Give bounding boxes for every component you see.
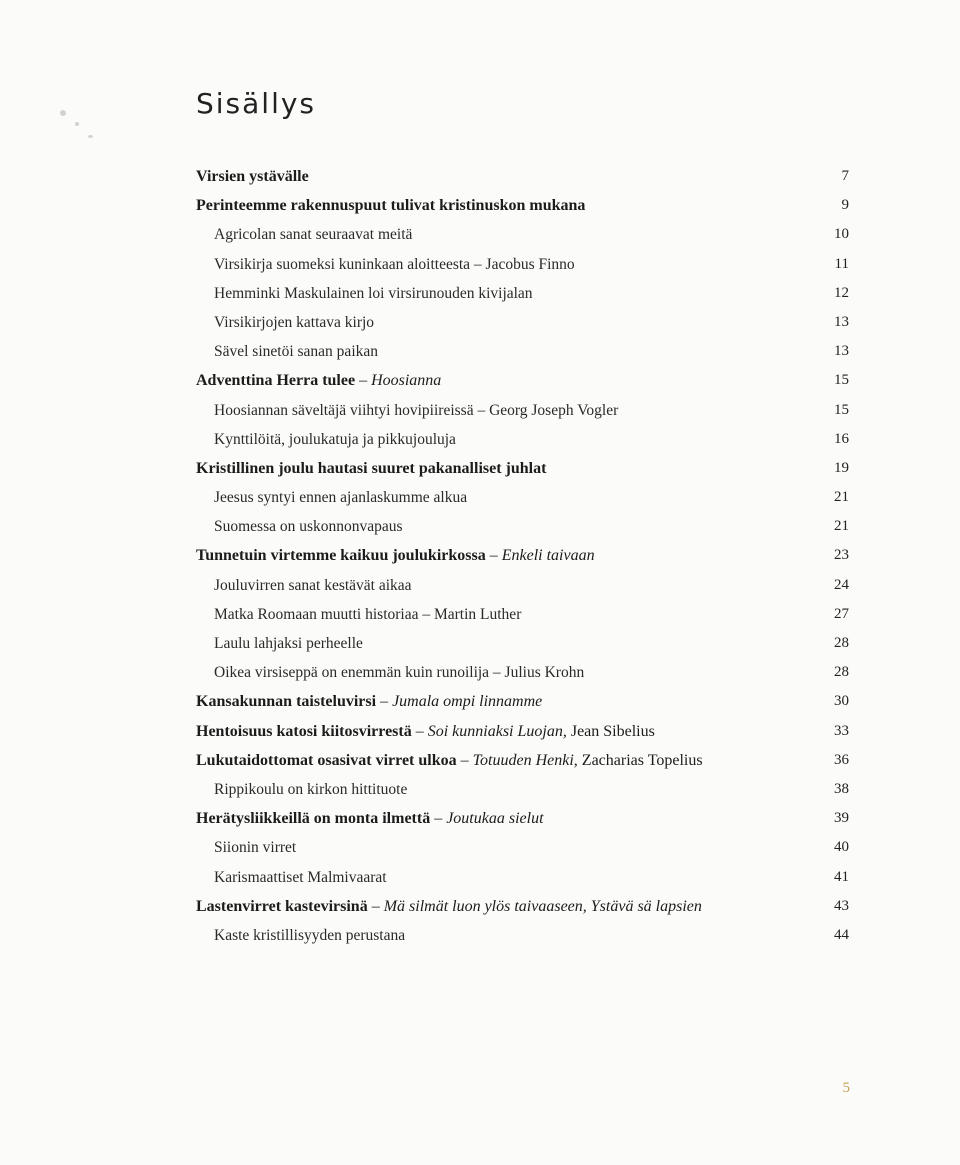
toc-page-number: 7 [841,168,849,184]
toc-page-number: 28 [834,635,849,651]
toc-section-row [0,220,960,249]
toc-section-row [0,483,960,512]
toc-section-row [0,775,960,804]
toc-entry-text: Hoosiannan säveltäjä viihtyi hovipiireissä – Georg Joseph Vogler [214,401,619,419]
toc-entry-text: Lastenvirret kastevirsinä [196,897,368,915]
toc-page-number: 23 [834,547,849,564]
toc-entry-title [196,804,544,833]
toc-entry-title [214,337,378,366]
toc-chapter-row [0,892,960,921]
toc-entry-text: Matka Roomaan muutti historiaa – Martin Luther [214,605,522,623]
toc-entry-separator: – [376,693,393,711]
toc-entry-hymn-title: Jumala ompi linnamme [392,693,543,711]
toc-entry-title [214,863,387,892]
toc-entry-separator: – [456,751,473,769]
toc-entry-separator: – [411,722,428,740]
toc-entry-title [214,600,521,629]
toc-entry-text: Hemminki Maskulainen loi virsirunouden kivijalan [214,284,533,302]
toc-entry-title [196,162,309,191]
paper-speck [88,135,93,138]
toc-page-number: 13 [834,343,849,360]
toc-entry-title [214,483,467,512]
toc-entry-title [214,571,412,600]
toc-chapter-row [0,717,960,746]
toc-entry-text: Kaste kristillisyyden perustana [214,926,406,944]
toc-section-row [0,658,960,687]
toc-entry-text: Sävel sinetöi sanan paikan [214,343,378,361]
toc-page-number: 27 [834,605,849,622]
toc-entry-title [214,658,584,687]
toc-entry-title [214,833,296,862]
page-title: Sisällys [196,86,317,120]
toc-entry-title [196,541,595,570]
toc-section-row [0,425,960,454]
toc-entry-author: Zacharias Topelius [577,751,703,769]
toc-section-row [0,512,960,541]
toc-entry-title [214,250,575,279]
toc-entry-hymn-title: Hoosianna [371,372,442,390]
toc-page-number: 15 [834,401,849,418]
toc-entry-text: Suomessa on uskonnonvapaus [214,518,403,536]
toc-page-number: 39 [834,810,849,827]
toc-page-number: 33 [834,722,849,739]
toc-page-number: 21 [834,518,849,535]
toc-section-row [0,396,960,425]
toc-section-row [0,921,960,950]
toc-section-row [0,863,960,892]
toc-entry-text: Jouluvirren sanat kestävät aikaa [214,576,412,594]
toc-section-row [0,833,960,862]
toc-page-number: 28 [834,664,849,681]
toc-entry-separator: – [485,547,502,565]
toc-entry-title [214,308,374,337]
toc-entry-separator: – [355,372,372,390]
toc-section-row [0,279,960,308]
paper-speck [60,110,66,116]
toc-section-row [0,308,960,337]
toc-page-number: 43 [834,897,849,914]
toc-page-number: 16 [834,430,849,447]
toc-entry-title [196,687,542,716]
toc-entry-text: Virsikirjojen kattava kirjo [214,313,375,331]
toc-page-number: 9 [841,197,849,214]
toc-entry-title [214,279,533,308]
toc-chapter-row [0,366,960,395]
toc-chapter-row [0,454,960,483]
toc-entry-title [214,921,405,950]
toc-page-number: 12 [834,284,849,301]
toc-entry-hymn-title: Joutukaa sielut [446,810,544,828]
toc-entry-text: Perinteemme rakennuspuut tulivat kristinuskon mukana [196,197,586,215]
toc-chapter-row [0,191,960,220]
toc-page-number: 24 [834,576,849,593]
toc-entry-text: Laulu lahjaksi perheelle [214,635,363,652]
toc-entry-title [214,512,403,541]
toc-entry-title [196,746,703,775]
toc-page-number: 15 [834,372,849,389]
paper-speck [75,122,79,126]
toc-entry-separator: – [367,897,384,915]
toc-entry-text: Siionin virret [214,839,297,857]
toc-entry-hymn-title: Mä silmät luon ylös taivaaseen, Ystävä sä lapsien [383,897,702,915]
toc-page-number: 36 [834,751,849,768]
toc-entry-text: Oikea virsiseppä on enemmän kuin runoilija – Julius Krohn [214,664,585,682]
toc-page-number: 21 [834,489,849,506]
toc-entry-text: Lukutaidottomat osasivat virret ulkoa [196,751,457,769]
toc-page-number: 11 [834,255,849,272]
toc-page-number: 30 [834,693,849,710]
toc-entry-text: Kynttilöitä, joulukatuja ja pikkujouluja [214,430,456,448]
toc-entry-hymn-title: Totuuden Henki, [472,751,578,769]
page-folio: 5 [842,1080,850,1096]
toc-chapter-row [0,162,960,191]
toc-section-row [0,600,960,629]
toc-entry-hymn-title: Enkeli taivaan [501,547,595,565]
toc-page-number: 44 [834,926,849,943]
toc-entry-title [196,366,441,395]
toc-entry-title [214,425,456,454]
toc-chapter-row [0,687,960,716]
toc-entry-title [196,191,585,220]
toc-entry-text: Virsien ystävälle [196,168,309,185]
toc-chapter-row [0,541,960,570]
toc-entry-title [196,454,546,483]
toc-page-number: 13 [834,313,849,330]
toc-entry-text: Tunnetuin virtemme kaikuu joulukirkossa [196,547,486,565]
toc-section-row [0,337,960,366]
toc-entry-text: Jeesus syntyi ennen ajanlaskumme alkua [214,489,468,507]
toc-entry-text: Virsikirja suomeksi kuninkaan aloitteesta – Jacobus Finno [214,255,575,273]
toc-chapter-row [0,804,960,833]
toc-page-number: 40 [834,839,849,856]
toc-entry-text: Karismaattiset Malmivaarat [214,868,387,886]
toc-entry-text: Hentoisuus katosi kiitosvirrestä [196,722,412,740]
toc-section-row [0,250,960,279]
toc-entry-title [214,220,412,249]
toc-entry-author: Jean Sibelius [566,722,655,740]
toc-entry-text: Kansakunnan taisteluvirsi [196,693,377,711]
toc-entry-text: Rippikoulu on kirkon hittituote [214,780,408,798]
toc-page-number: 19 [834,459,849,476]
toc-section-row [0,629,960,658]
toc-entry-title [214,775,407,804]
toc-section-row [0,571,960,600]
toc-entry-text: Herätysliikkeillä on monta ilmettä [196,810,431,828]
toc-chapter-row [0,746,960,775]
toc-entry-title [196,892,702,921]
toc-entry-title [214,629,363,658]
toc-page-number: 10 [834,226,849,243]
toc-entry-text: Adventtina Herra tulee [196,372,356,390]
toc-entry-separator: – [430,810,447,828]
toc-entry-hymn-title: Soi kunniaksi Luojan, [427,722,567,740]
toc-entry-title [214,396,618,425]
table-of-contents [0,162,960,950]
toc-entry-text: Agricolan sanat seuraavat meitä [214,226,413,244]
toc-page-number: 41 [834,868,849,885]
toc-page-number: 38 [834,780,849,797]
toc-entry-text: Kristillinen joulu hautasi suuret pakanalliset juhlat [196,459,547,477]
toc-entry-title [196,717,655,746]
